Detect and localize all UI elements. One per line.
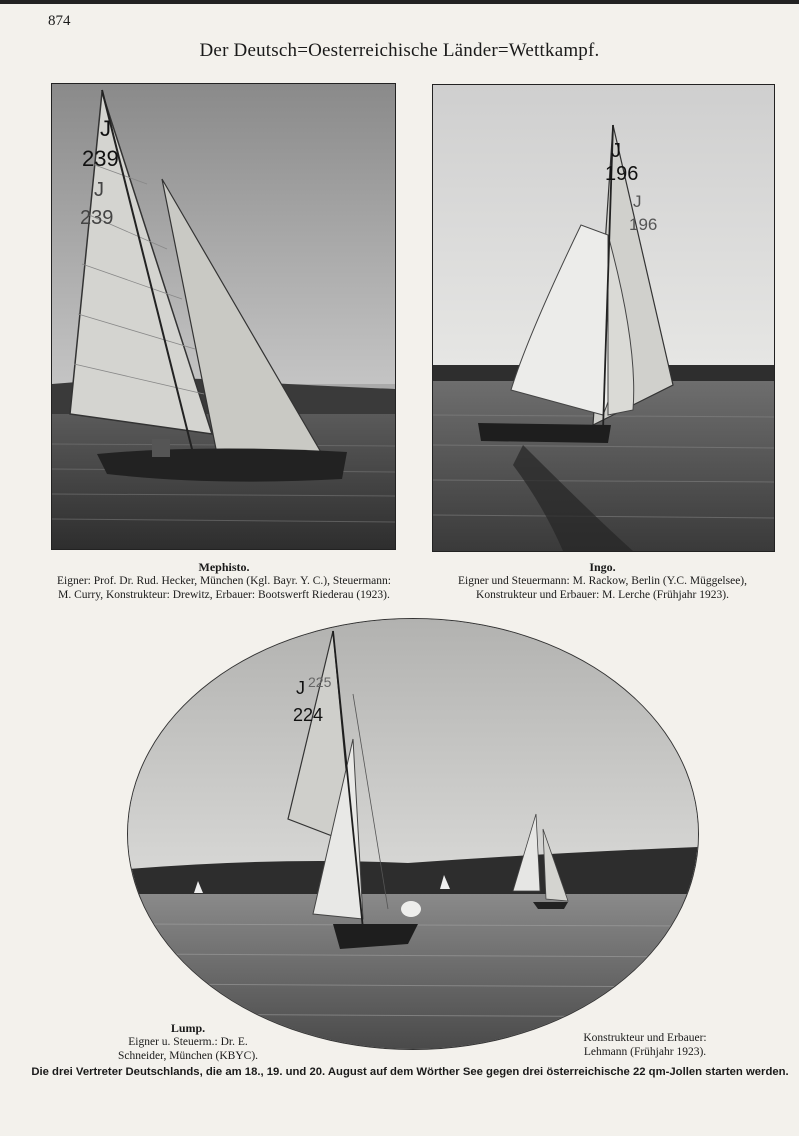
footer-caption: Die drei Vertreter Deutschlands, die am 18., 19. und 20. August auf dem Wörther See gegen drei österreichische 22 qm-Jollen starten werden. [31,1066,789,1078]
caption-line: Konstrukteur und Erbauer: [583,1032,707,1044]
caption-title: Mephisto. [198,560,250,574]
photo-lump [127,618,699,1050]
caption-line: Eigner und Steuermann: M. Rackow, Berlin (Y.C. Müggelsee), [457,575,748,587]
caption-line: M. Curry, Konstrukteur: Drewitz, Erbauer: Bootswerft Riederau (1923). [58,589,390,601]
caption-line: Eigner: Prof. Dr. Rud. Hecker, München (Kgl. Bayr. Y. C.), Steuermann: [57,575,391,587]
caption-title: Lump. [170,1021,206,1035]
sail-letter-reverse: J [94,179,104,201]
sail-number-reverse: 225 [308,674,332,690]
caption-ingo [430,560,775,602]
sail-number: 224 [293,705,324,725]
caption-line: Eigner u. Steuerm.: Dr. E. [128,1036,248,1048]
sail-letter: J [611,140,621,162]
caption-line: Lehmann (Frühjahr 1923). [583,1046,707,1058]
sail-letter: J [100,116,111,141]
photo-mephisto [51,83,396,550]
photo-ingo [432,84,775,552]
caption-lump-builder [560,1031,730,1059]
caption-line: Konstrukteur und Erbauer: M. Lerche (Frühjahr 1923). [476,589,729,601]
sail-number-reverse: 239 [80,207,114,229]
sail-letter: J [296,678,305,698]
page-title: Der Deutsch=Oesterreichische Länder=Wettkampf. [199,40,600,61]
caption-lump [88,1021,288,1063]
top-rule [0,0,799,4]
page-number: 874 [48,13,71,29]
sail-number: 239 [82,146,119,171]
caption-line: Schneider, München (KBYC). [117,1050,259,1062]
sail-letter-reverse: J [633,192,642,211]
caption-mephisto [48,560,400,602]
caption-title: Ingo. [589,560,616,574]
sail-number-reverse: 196 [629,215,658,234]
sail-number: 196 [605,163,639,185]
